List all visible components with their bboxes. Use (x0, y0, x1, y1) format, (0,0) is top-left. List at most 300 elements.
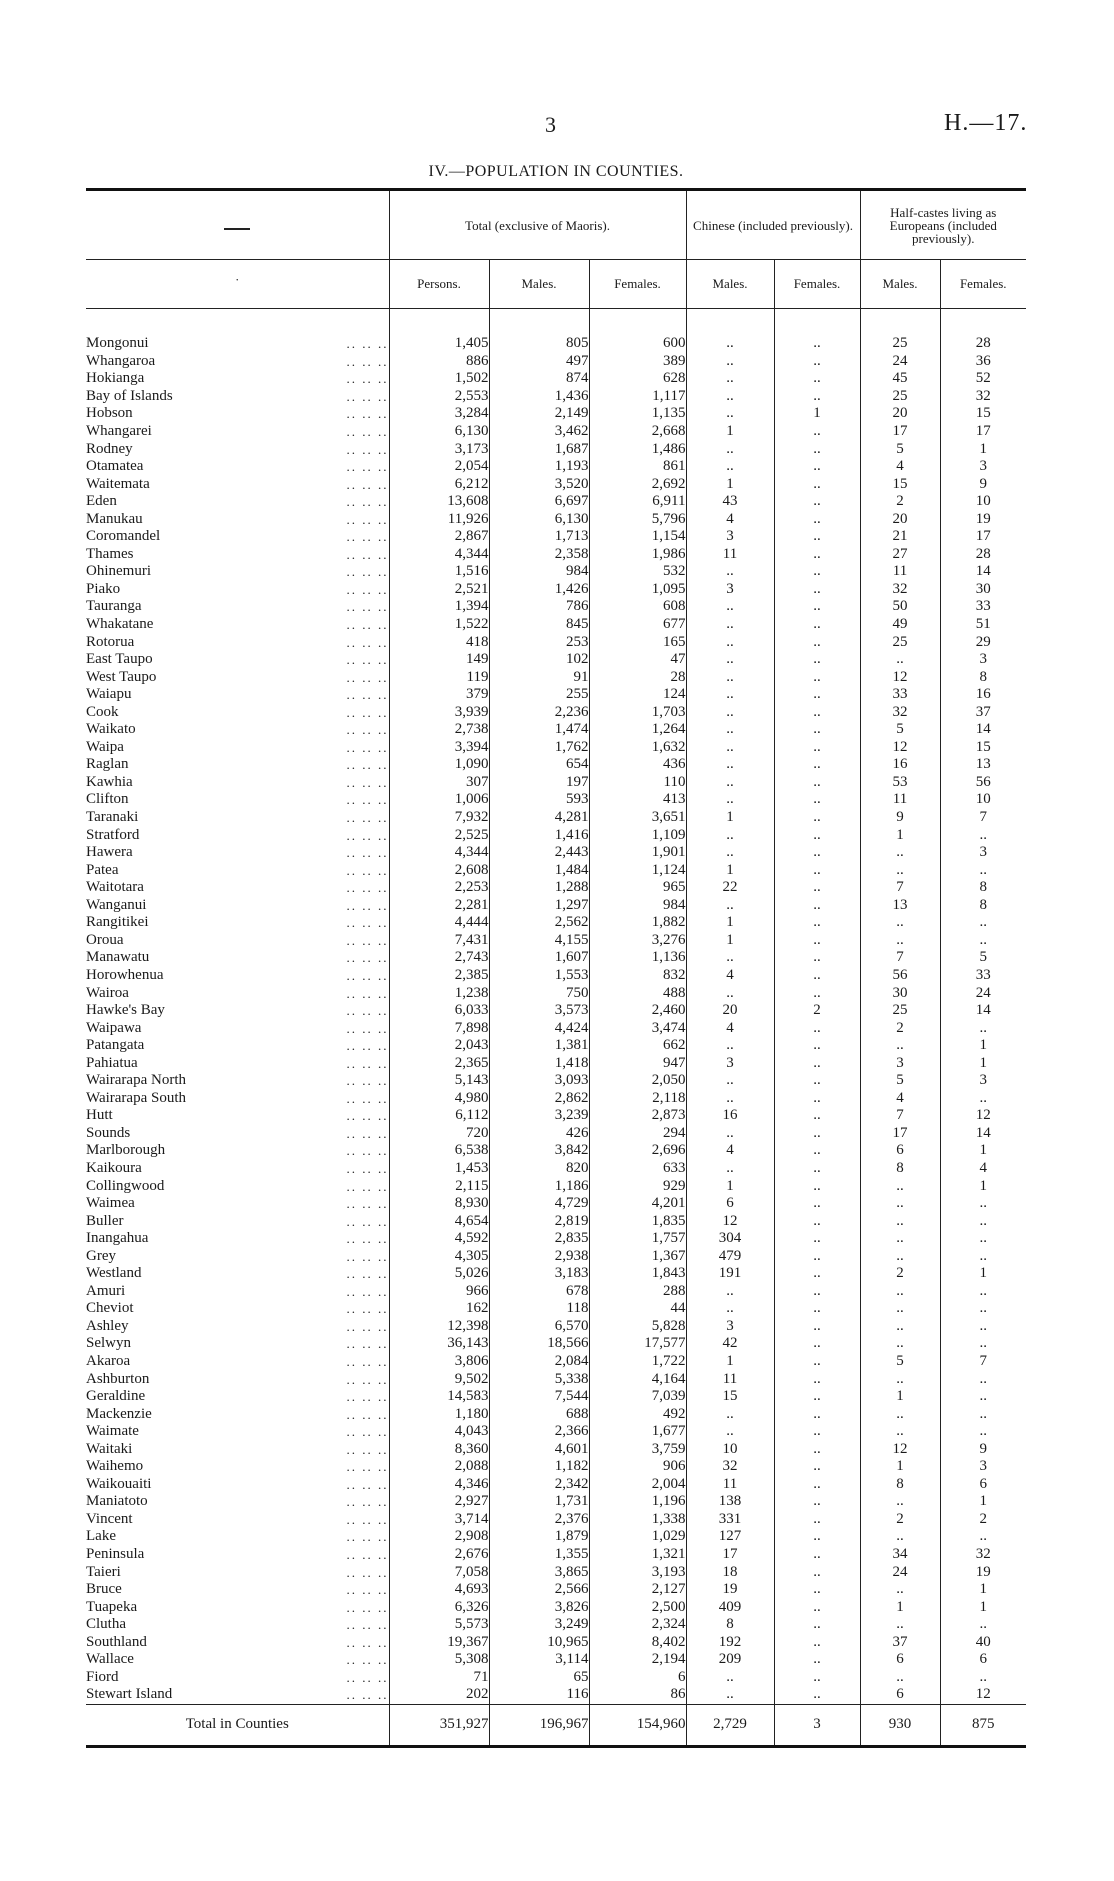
chinese-males-cell: .. (686, 1072, 774, 1090)
halfcaste-females-cell: 56 (940, 774, 1026, 792)
halfcaste-females-cell: 33 (940, 967, 1026, 985)
halfcaste-males-cell: .. (860, 1283, 940, 1301)
chinese-females-cell: .. (774, 668, 860, 686)
halfcaste-females-cell: 12 (940, 1686, 1026, 1704)
chinese-males-cell: 22 (686, 879, 774, 897)
females-cell: 1,677 (589, 1423, 686, 1441)
halfcaste-males-cell: 8 (860, 1160, 940, 1178)
county-name: Pahiatua (86, 1054, 138, 1071)
table-row (86, 1651, 1026, 1669)
dot-leader: .. .. .. (346, 1564, 389, 1580)
halfcaste-males-cell: .. (860, 914, 940, 932)
chinese-females-cell: .. (774, 774, 860, 792)
table-row (86, 1335, 1026, 1353)
chinese-males-header: Males. (686, 260, 774, 309)
dot-leader: .. .. .. (346, 1353, 389, 1369)
chinese-females-cell: .. (774, 423, 860, 441)
chinese-males-cell: 16 (686, 1107, 774, 1125)
chinese-males-cell: .. (686, 1686, 774, 1704)
females-cell: 984 (589, 897, 686, 915)
chinese-males-cell: .. (686, 1037, 774, 1055)
males-cell: 3,114 (489, 1651, 589, 1669)
halfcaste-males-cell: .. (860, 861, 940, 879)
halfcaste-males-cell: 11 (860, 791, 940, 809)
halfcaste-females-cell: .. (940, 1616, 1026, 1634)
table-row (86, 1493, 1026, 1511)
males-cell: 65 (489, 1669, 589, 1687)
males-cell: 426 (489, 1125, 589, 1143)
table-row (86, 756, 1026, 774)
halfcaste-females-cell: .. (940, 1528, 1026, 1546)
females-cell: 2,194 (589, 1651, 686, 1669)
males-cell: 2,366 (489, 1423, 589, 1441)
chinese-females-cell: .. (774, 1440, 860, 1458)
dot-leader: .. .. .. (346, 669, 389, 685)
males-cell: 1,426 (489, 581, 589, 599)
persons-cell: 3,939 (389, 703, 489, 721)
county-name: Westland (86, 1265, 142, 1282)
chinese-females-header: Females. (774, 260, 860, 309)
females-cell: 436 (589, 756, 686, 774)
halfcaste-females-cell: .. (940, 1335, 1026, 1353)
halfcaste-females-cell: 10 (940, 493, 1026, 511)
persons-cell: 6,538 (389, 1142, 489, 1160)
dot-leader: .. .. .. (346, 1073, 389, 1089)
persons-cell: 4,346 (389, 1476, 489, 1494)
halfcaste-males-cell: 8 (860, 1476, 940, 1494)
chinese-females-cell: .. (774, 1230, 860, 1248)
males-cell: 2,149 (489, 405, 589, 423)
dot-leader: .. .. .. (346, 722, 389, 738)
persons-cell: 4,344 (389, 546, 489, 564)
persons-cell: 13,608 (389, 493, 489, 511)
females-cell: 110 (589, 774, 686, 792)
chinese-females-cell: .. (774, 686, 860, 704)
chinese-females-cell: .. (774, 1616, 860, 1634)
females-cell: 124 (589, 686, 686, 704)
chinese-females-cell: .. (774, 633, 860, 651)
chinese-males-cell: 1 (686, 1353, 774, 1371)
table-row (86, 1107, 1026, 1125)
persons-cell: 2,281 (389, 897, 489, 915)
females-cell: 1,757 (589, 1230, 686, 1248)
females-cell: 861 (589, 458, 686, 476)
header-group-row (86, 190, 1026, 260)
persons-cell: 149 (389, 651, 489, 669)
persons-cell: 9,502 (389, 1370, 489, 1388)
chinese-males-cell: 11 (686, 546, 774, 564)
persons-cell: 162 (389, 1300, 489, 1318)
halfcaste-females-cell: 6 (940, 1476, 1026, 1494)
dot-leader: .. .. .. (346, 1196, 389, 1212)
halfcaste-males-cell: .. (860, 1318, 940, 1336)
persons-cell: 2,676 (389, 1546, 489, 1564)
halfcaste-females-cell: 19 (940, 510, 1026, 528)
halfcaste-males-cell: .. (860, 1212, 940, 1230)
county-name: Piako (86, 580, 121, 597)
page-number: 3 (545, 112, 556, 137)
halfcaste-females-cell: 40 (940, 1633, 1026, 1651)
persons-cell: 1,453 (389, 1160, 489, 1178)
chinese-females-cell: .. (774, 493, 860, 511)
chinese-males-cell: 42 (686, 1335, 774, 1353)
dot-leader: .. .. .. (346, 1143, 389, 1159)
table-row (86, 528, 1026, 546)
halfcaste-males-cell: 53 (860, 774, 940, 792)
county-name: Clifton (86, 791, 129, 808)
chinese-males-cell: .. (686, 370, 774, 388)
halfcaste-males-cell: 25 (860, 1002, 940, 1020)
chinese-males-cell: .. (686, 703, 774, 721)
table-row (86, 581, 1026, 599)
chinese-males-cell: 43 (686, 493, 774, 511)
dot-leader: .. .. .. (346, 985, 389, 1001)
halfcaste-males-cell: 1 (860, 1598, 940, 1616)
county-name: Hawera (86, 844, 133, 861)
persons-cell: 6,130 (389, 423, 489, 441)
persons-cell: 2,253 (389, 879, 489, 897)
table-row (86, 1230, 1026, 1248)
halfcaste-females-cell: .. (940, 1423, 1026, 1441)
chinese-males-cell: .. (686, 1300, 774, 1318)
females-cell: 6,911 (589, 493, 686, 511)
females-cell: 3,474 (589, 1019, 686, 1037)
females-cell: 628 (589, 370, 686, 388)
county-name: Hokianga (86, 370, 145, 387)
dot-leader: .. .. .. (346, 845, 389, 861)
males-cell: 2,376 (489, 1511, 589, 1529)
county-name: Waikouaiti (86, 1475, 152, 1492)
chinese-males-cell: .. (686, 1669, 774, 1687)
chinese-males-cell: 3 (686, 528, 774, 546)
females-cell: 600 (589, 309, 686, 353)
county-name: Rotorua (86, 633, 135, 650)
persons-cell: 5,308 (389, 1651, 489, 1669)
table-row (86, 1633, 1026, 1651)
chinese-females-cell: .. (774, 458, 860, 476)
halfcaste-females-cell: 9 (940, 475, 1026, 493)
halfcaste-males-cell: 12 (860, 668, 940, 686)
females-cell: 1,882 (589, 914, 686, 932)
males-cell: 1,297 (489, 897, 589, 915)
males-cell: 2,342 (489, 1476, 589, 1494)
chinese-females-cell: .. (774, 756, 860, 774)
halfcaste-females-cell: 3 (940, 1458, 1026, 1476)
chinese-females-cell: .. (774, 1318, 860, 1336)
population-table (86, 188, 1026, 1748)
males-cell: 1,553 (489, 967, 589, 985)
chinese-females-cell: .. (774, 353, 860, 371)
persons-cell: 12,398 (389, 1318, 489, 1336)
county-name: Patangata (86, 1037, 145, 1054)
chinese-males-cell: .. (686, 668, 774, 686)
county-name: Whakatane (86, 616, 154, 633)
males-cell: 4,601 (489, 1440, 589, 1458)
females-cell: 1,486 (589, 440, 686, 458)
table-row (86, 1669, 1026, 1687)
halfcaste-males-cell: .. (860, 1370, 940, 1388)
table-row (86, 984, 1026, 1002)
males-cell: 1,186 (489, 1177, 589, 1195)
dot-leader: .. .. .. (346, 1371, 389, 1387)
table-row (86, 1563, 1026, 1581)
females-cell: 288 (589, 1283, 686, 1301)
females-cell: 3,759 (589, 1440, 686, 1458)
halfcaste-females-cell: 3 (940, 844, 1026, 862)
table-row (86, 1265, 1026, 1283)
chinese-females-cell: .. (774, 967, 860, 985)
halfcaste-males-cell: 49 (860, 616, 940, 634)
dot-leader: .. .. .. (346, 1231, 389, 1247)
chinese-females-cell: .. (774, 1511, 860, 1529)
table-row (86, 510, 1026, 528)
persons-cell: 4,344 (389, 844, 489, 862)
halfcaste-females-cell: 2 (940, 1511, 1026, 1529)
county-name: Collingwood (86, 1177, 165, 1194)
halfcaste-females-cell: .. (940, 1370, 1026, 1388)
dot-leader: .. .. .. (346, 774, 389, 790)
males-cell: 2,562 (489, 914, 589, 932)
chinese-males-cell: 209 (686, 1651, 774, 1669)
county-name: Whangarei (86, 423, 152, 439)
females-cell: 832 (589, 967, 686, 985)
persons-cell: 6,033 (389, 1002, 489, 1020)
halfcaste-males-cell: 33 (860, 686, 940, 704)
males-cell: 116 (489, 1686, 589, 1704)
halfcaste-females-cell: 14 (940, 1002, 1026, 1020)
dot-leader: .. .. .. (346, 1669, 389, 1685)
county-name: Akaroa (86, 1352, 131, 1369)
persons-cell: 2,385 (389, 967, 489, 985)
chinese-females-cell: .. (774, 1212, 860, 1230)
females-cell: 2,050 (589, 1072, 686, 1090)
county-name: Waimate (86, 1423, 139, 1440)
dot-leader: .. .. .. (346, 757, 389, 773)
dot-leader: .. .. .. (346, 617, 389, 633)
chinese-females-cell: .. (774, 1195, 860, 1213)
females-cell: 1,835 (589, 1212, 686, 1230)
table-row (86, 897, 1026, 915)
dot-leader: .. .. .. (346, 880, 389, 896)
table-row (86, 1019, 1026, 1037)
table-row (86, 1090, 1026, 1108)
county-name: Manawatu (86, 949, 150, 966)
county-name: Waitotara (86, 879, 144, 896)
persons-cell: 7,932 (389, 809, 489, 827)
county-name: Ashley (86, 1317, 129, 1334)
chinese-females-cell: .. (774, 932, 860, 950)
county-rows (86, 309, 1026, 1705)
halfcaste-females-cell: 8 (940, 668, 1026, 686)
chinese-males-cell: 1 (686, 932, 774, 950)
dot-leader: .. .. .. (346, 1318, 389, 1334)
females-cell: 28 (589, 668, 686, 686)
males-cell: 1,762 (489, 739, 589, 757)
chinese-males-cell: .. (686, 1125, 774, 1143)
totals-males: 196,967 (489, 1704, 589, 1746)
females-cell: 17,577 (589, 1335, 686, 1353)
females-cell: 165 (589, 633, 686, 651)
males-cell: 845 (489, 616, 589, 634)
chinese-males-cell: .. (686, 897, 774, 915)
persons-cell: 4,654 (389, 1212, 489, 1230)
chinese-males-cell: 11 (686, 1476, 774, 1494)
females-cell: 1,338 (589, 1511, 686, 1529)
females-cell: 1,109 (589, 826, 686, 844)
halfcaste-males-cell: .. (860, 1423, 940, 1441)
chinese-males-cell: .. (686, 1283, 774, 1301)
males-cell: 1,182 (489, 1458, 589, 1476)
dot-leader: .. .. .. (346, 406, 389, 422)
dot-leader: .. .. .. (346, 1617, 389, 1633)
persons-cell: 1,522 (389, 616, 489, 634)
males-cell: 118 (489, 1300, 589, 1318)
county-name: Thames (86, 545, 134, 562)
males-cell: 6,130 (489, 510, 589, 528)
county-name: Waihemo (86, 1458, 144, 1475)
halfcaste-males-cell: 24 (860, 1563, 940, 1581)
females-cell: 1,722 (589, 1353, 686, 1371)
halfcaste-females-cell: .. (940, 1230, 1026, 1248)
females-cell: 608 (589, 598, 686, 616)
males-cell: 6,570 (489, 1318, 589, 1336)
table-row (86, 1177, 1026, 1195)
county-name: Peninsula (86, 1546, 145, 1562)
males-cell: 1,687 (489, 440, 589, 458)
chinese-females-cell: .. (774, 1160, 860, 1178)
males-cell: 497 (489, 353, 589, 371)
county-name: East Taupo (86, 651, 153, 668)
totals-chinese-females: 3 (774, 1704, 860, 1746)
chinese-males-cell: .. (686, 616, 774, 634)
chinese-females-cell: .. (774, 984, 860, 1002)
header-dash-mark (224, 228, 250, 230)
males-cell: 1,355 (489, 1546, 589, 1564)
dot-leader: .. .. .. (346, 932, 389, 948)
chinese-females-cell: .. (774, 1370, 860, 1388)
chinese-males-cell: 18 (686, 1563, 774, 1581)
county-name: Hutt (86, 1107, 113, 1124)
halfcaste-males-cell: 4 (860, 1090, 940, 1108)
females-cell: 389 (589, 353, 686, 371)
halfcaste-males-cell: 6 (860, 1142, 940, 1160)
halfcaste-males-cell: .. (860, 1037, 940, 1055)
halfcaste-males-cell: 5 (860, 1353, 940, 1371)
dot-leader: .. .. .. (346, 1283, 389, 1299)
chinese-males-cell: 1 (686, 423, 774, 441)
halfcaste-females-cell: 17 (940, 528, 1026, 546)
dot-leader: .. .. .. (346, 581, 389, 597)
halfcaste-males-cell: 7 (860, 1107, 940, 1125)
halfcaste-females-cell: .. (940, 1247, 1026, 1265)
chinese-females-cell: .. (774, 1405, 860, 1423)
halfcaste-males-cell: .. (860, 1405, 940, 1423)
persons-cell: 4,043 (389, 1423, 489, 1441)
chinese-males-cell: 192 (686, 1633, 774, 1651)
females-cell: 488 (589, 984, 686, 1002)
males-cell: 1,484 (489, 861, 589, 879)
halfcaste-males-cell: 5 (860, 440, 940, 458)
county-name: Amuri (86, 1282, 126, 1299)
table-row (86, 1037, 1026, 1055)
totals-row (86, 1704, 1026, 1746)
county-name: Patea (86, 861, 119, 878)
halfcaste-males-cell: 30 (860, 984, 940, 1002)
table-row (86, 1300, 1026, 1318)
dot-leader: .. .. .. (346, 529, 389, 545)
table-row (86, 721, 1026, 739)
males-cell: 18,566 (489, 1335, 589, 1353)
table-row (86, 809, 1026, 827)
county-name: Buller (86, 1212, 124, 1229)
dot-leader: .. .. .. (346, 1406, 389, 1422)
dot-leader: .. .. .. (346, 1003, 389, 1019)
females-cell: 2,668 (589, 423, 686, 441)
county-name: Kawhia (86, 773, 133, 790)
halfcaste-males-cell: 12 (860, 739, 940, 757)
chinese-males-cell: 331 (686, 1511, 774, 1529)
chinese-males-cell: 12 (686, 1212, 774, 1230)
county-name: Wairarapa South (86, 1089, 187, 1106)
chinese-females-cell: .. (774, 879, 860, 897)
chinese-females-cell: 2 (774, 1002, 860, 1020)
county-name: Taieri (86, 1563, 121, 1580)
county-name: Manukau (86, 510, 143, 527)
halfcaste-females-cell: 3 (940, 1072, 1026, 1090)
chinese-males-cell: .. (686, 458, 774, 476)
chinese-males-cell: .. (686, 984, 774, 1002)
females-cell: 1,136 (589, 949, 686, 967)
table-row (86, 1353, 1026, 1371)
county-name: Wairoa (86, 984, 129, 1001)
chinese-females-cell: .. (774, 651, 860, 669)
males-cell: 1,436 (489, 388, 589, 406)
halfcaste-males-cell: 6 (860, 1651, 940, 1669)
halfcaste-males-cell: .. (860, 932, 940, 950)
persons-cell: 2,738 (389, 721, 489, 739)
persons-cell: 5,143 (389, 1072, 489, 1090)
males-cell: 805 (489, 309, 589, 353)
halfcaste-males-cell: 11 (860, 563, 940, 581)
halfcaste-males-cell: 17 (860, 1125, 940, 1143)
persons-cell: 2,743 (389, 949, 489, 967)
chinese-females-cell: .. (774, 1335, 860, 1353)
totals-halfcaste-males: 930 (860, 1704, 940, 1746)
males-cell: 1,713 (489, 528, 589, 546)
females-cell: 1,135 (589, 405, 686, 423)
halfcaste-males-cell: 2 (860, 493, 940, 511)
county-name: Hawke's Bay (86, 1002, 165, 1019)
chinese-males-cell: .. (686, 1423, 774, 1441)
males-cell: 3,826 (489, 1598, 589, 1616)
table-row (86, 1142, 1026, 1160)
chinese-females-cell: .. (774, 1247, 860, 1265)
halfcaste-females-cell: 24 (940, 984, 1026, 1002)
persons-cell: 4,592 (389, 1230, 489, 1248)
females-cell: 677 (589, 616, 686, 634)
chinese-females-cell: .. (774, 791, 860, 809)
persons-cell: 1,405 (389, 309, 489, 353)
halfcaste-females-cell: 1 (940, 1142, 1026, 1160)
males-cell: 4,281 (489, 809, 589, 827)
dot-leader: .. .. .. (346, 1389, 389, 1405)
county-name: Bruce (86, 1581, 122, 1598)
dot-leader: .. .. .. (346, 1441, 389, 1457)
halfcaste-females-cell: 7 (940, 809, 1026, 827)
halfcaste-males-cell: 7 (860, 949, 940, 967)
county-name: Southland (86, 1633, 147, 1650)
halfcaste-females-cell: 15 (940, 405, 1026, 423)
